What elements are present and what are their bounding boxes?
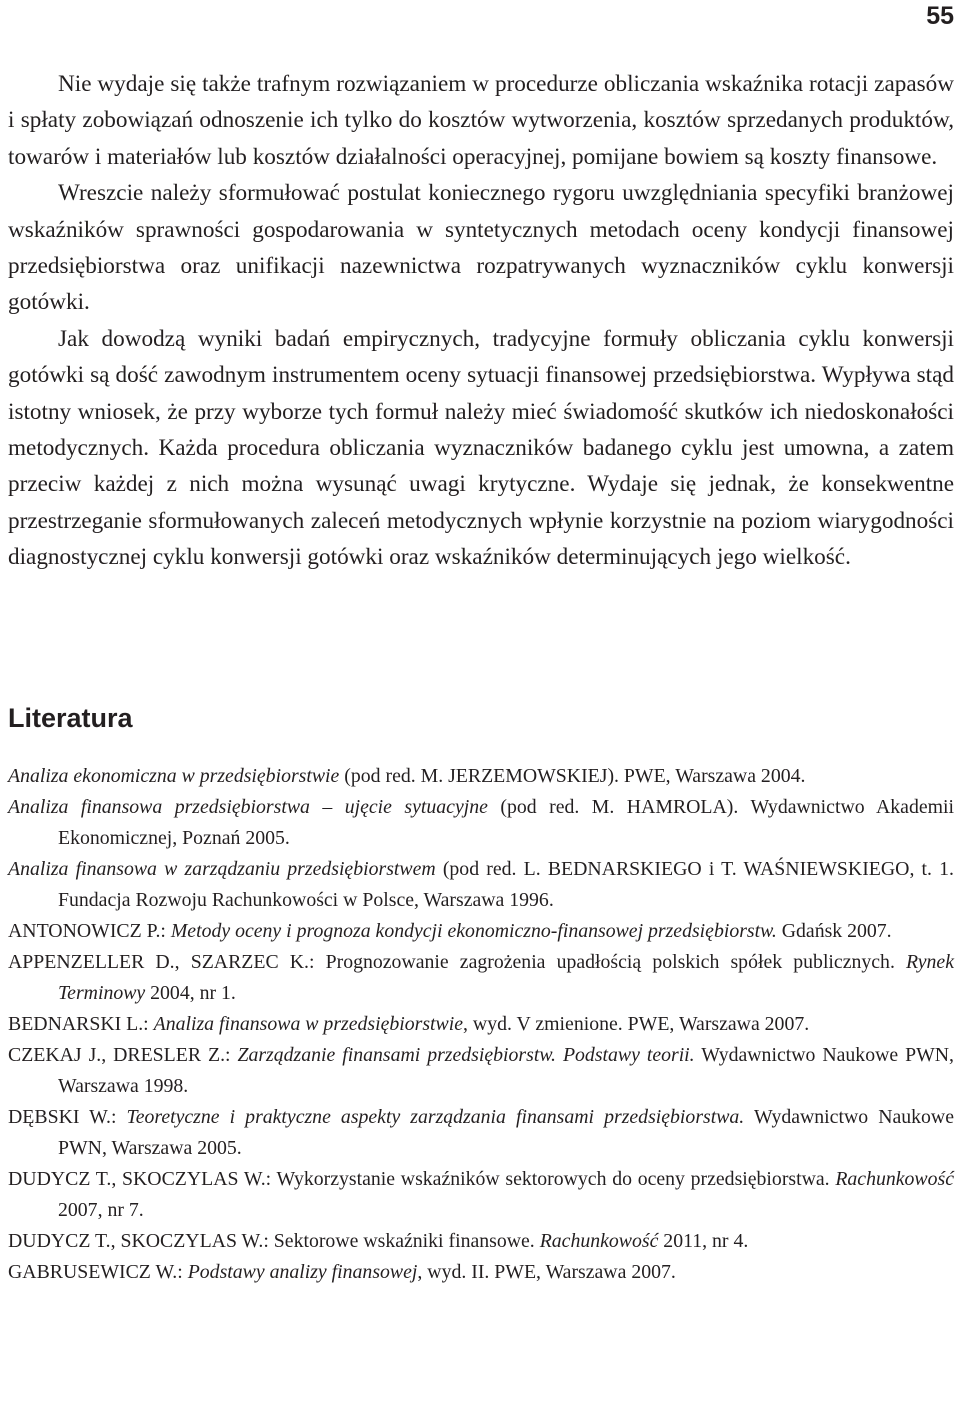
paragraph: Wreszcie należy sformułować postulat koniecznego rygoru uwzględniania specyfiki branżowej wskaźników sprawności gospodarowania w syntetycznych metodach oceny kondycji finansowej przedsiębiorstwa oraz unifikacji nazewnictwa rozpatrywanych wyznaczników cyklu konwersji gotówki. <box>8 180 954 316</box>
section-heading: Literatura <box>8 703 133 733</box>
ref-details: Gdańsk 2007. <box>776 920 892 942</box>
ref-title: Analiza ekonomiczna w przedsiębiorstwie <box>8 765 340 787</box>
ref-details: (pod red. L. BEDNARSKIEGO i T. WAŚNIEWSKIEGO, t. 1. Fundacja Rozwoju Rachunkowości w Polsce, Warszawa 1996. <box>58 858 955 911</box>
ref-details: (pod red. M. JERZEMOWSKIEJ). PWE, Warszawa 2004. <box>339 765 806 787</box>
page-number: 55 <box>926 2 954 30</box>
ref-title: Analiza finansowa w przedsiębiorstwie <box>153 1013 464 1035</box>
paragraph: Nie wydaje się także trafnym rozwiązaniem w procedurze obliczania wskaźnika rotacji zapasów i spłaty zobowiązań odnoszenie ich tylko do kosztów wytworzenia, kosztów sprzedanych produktów, towarów i materiałów lub kosztów działalności operacyjnej, pomijane bowiem są koszty finansowe. <box>8 71 954 170</box>
body-text <box>8 66 954 576</box>
ref-title: Rynek Terminowy <box>58 951 954 1004</box>
paragraph: Jak dowodzą wyniki badań empirycznych, tradycyjne formuły obliczania cyklu konwersji gotówki są dość zawodnym instrumentem oceny sytuacji finansowej przedsiębiorstwa. Wypływa stąd istotny wniosek, że przy wyborze tych formuł należy mieć świadomość skutków ich niedoskonałości metodycznych. Każda procedura obliczania wyznaczników badanego cyklu jest umowna, a zatem przeciw każdej z nich można wysunąć uwagi krytyczne. Wydaje się jednak, że konsekwentne przestrzeganie sformułowanych zaleceń metodycznych wpłynie korzystnie na poziom wiarygodności diagnostycznej cyklu konwersji gotówki oraz wskaźników determinujących jego wielkość. <box>8 325 954 571</box>
reference-list <box>8 761 954 1288</box>
reference-item <box>8 947 954 1009</box>
reference-item <box>8 1257 954 1288</box>
ref-details: 2007, nr 7. <box>58 1199 144 1221</box>
reference-item <box>8 761 954 792</box>
reference-item <box>8 1102 954 1164</box>
ref-title: Rachunkowość <box>835 1168 954 1190</box>
ref-title: Metody oceny i prognoza kondycji ekonomiczno-finansowej przedsiębiorstw. <box>170 920 777 942</box>
ref-author: APPENZELLER D., SZARZEC K.: Prognozowanie zagrożenia upadłością polskich spółek publicznych. <box>8 951 907 973</box>
reference-item <box>8 792 954 854</box>
reference-item <box>8 1164 954 1226</box>
reference-item <box>8 1226 954 1257</box>
reference-item <box>8 854 954 916</box>
ref-author: BEDNARSKI L.: <box>8 1013 154 1035</box>
ref-title: Rachunkowość <box>539 1230 659 1252</box>
ref-title: Zarządzanie finansami przedsiębiorstw. <box>237 1044 556 1066</box>
ref-details: (pod red. M. HAMROLA). Wydawnictwo Akademii Ekonomicznej, Poznań 2005. <box>58 796 954 849</box>
ref-title: Analiza finansowa przedsiębiorstwa – ujęcie sytuacyjne <box>8 796 488 818</box>
ref-author: DUDYCZ T., SKOCZYLAS W.: Wykorzystanie wskaźników sektorowych do oceny przedsiębiorstwa. <box>8 1168 836 1190</box>
ref-title: Podstawy analizy finansowej <box>187 1261 418 1283</box>
ref-title: Teoretyczne i praktyczne aspekty zarządzania finansami przedsiębiorstwa. <box>126 1106 745 1128</box>
ref-publisher: Wydawnictwo Naukowe PWN, Warszawa 1998. <box>58 1044 954 1097</box>
ref-details <box>556 1044 563 1066</box>
ref-author: ANTONOWICZ P.: <box>8 920 171 942</box>
ref-details: 2011, nr 4. <box>658 1230 749 1252</box>
reference-item <box>8 1009 954 1040</box>
ref-details: , wyd. V zmienione. PWE, Warszawa 2007. <box>463 1013 810 1035</box>
ref-author: GABRUSEWICZ W.: <box>8 1261 188 1283</box>
ref-title: Analiza finansowa w zarządzaniu przedsiębiorstwem <box>8 858 436 880</box>
reference-item <box>8 1040 954 1102</box>
reference-item <box>8 916 954 947</box>
ref-details: Wydawnictwo Naukowe PWN, Warszawa 2005. <box>58 1106 954 1159</box>
ref-author: DUDYCZ T., SKOCZYLAS W.: Sektorowe wskaźniki finansowe. <box>8 1230 540 1252</box>
ref-subtitle: Podstawy teorii. <box>562 1044 695 1066</box>
ref-author: CZEKAJ J., DRESLER Z.: <box>8 1044 238 1066</box>
ref-author: DĘBSKI W.: <box>8 1106 127 1128</box>
ref-details: , wyd. II. PWE, Warszawa 2007. <box>417 1261 676 1283</box>
ref-details: 2004, nr 1. <box>145 982 236 1004</box>
